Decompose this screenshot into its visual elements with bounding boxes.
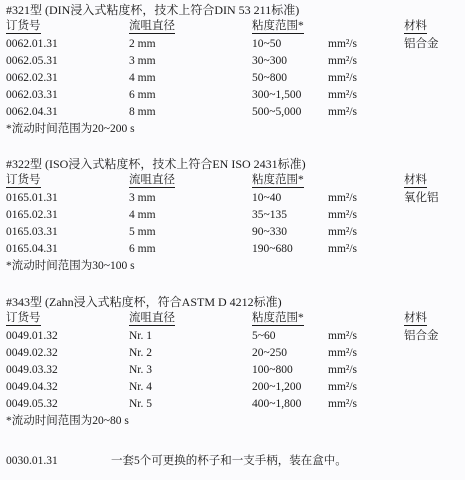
header-material: 材料 <box>404 20 427 32</box>
cell-material: 铝合金 <box>404 330 439 342</box>
cell-unit: mm²/s <box>328 89 358 101</box>
section-322 <box>6 155 461 274</box>
cell-code: 0049.04.32 <box>6 381 58 393</box>
cell-diameter: 5 mm <box>129 226 156 238</box>
cell-material: 铝合金 <box>404 38 439 50</box>
cell-unit: mm²/s <box>328 347 358 359</box>
cell-diameter: 2 mm <box>129 38 156 50</box>
cell-unit: mm²/s <box>328 226 358 238</box>
cell-material: 氧化铝 <box>404 192 439 204</box>
cell-code: 0062.05.31 <box>6 55 58 67</box>
table-row <box>6 328 461 345</box>
cell-unit: mm²/s <box>328 330 358 342</box>
header-code: 订货号 <box>6 20 41 32</box>
cell-range: 5~60 <box>252 330 276 342</box>
table-row <box>6 207 461 224</box>
table-row <box>6 70 461 87</box>
cell-unit: mm²/s <box>328 55 358 67</box>
cell-code: 0165.01.31 <box>6 192 58 204</box>
cell-unit: mm²/s <box>328 209 358 221</box>
table-row <box>6 53 461 70</box>
cell-range: 190~680 <box>252 243 293 255</box>
cell-range: 35~135 <box>252 209 287 221</box>
header-range: 粘度范围* <box>252 20 304 32</box>
cell-code: 0062.01.31 <box>6 38 58 50</box>
cell-code: 0165.02.31 <box>6 209 58 221</box>
cell-diameter: Nr. 1 <box>129 330 152 342</box>
flow-time-note: *流动时间范围为20~80 s <box>6 415 129 427</box>
table-row <box>6 362 461 379</box>
table-row <box>6 345 461 362</box>
section-title: #343型 (Zahn浸入式粘度杯，符合ASTM D 4212标准) <box>6 295 282 309</box>
header-diameter: 流咀直径 <box>129 174 175 186</box>
cell-diameter: Nr. 4 <box>129 381 152 393</box>
header-range: 粘度范围* <box>252 312 304 324</box>
cell-unit: mm²/s <box>328 381 358 393</box>
cell-unit: mm²/s <box>328 243 358 255</box>
cell-diameter: 3 mm <box>129 55 156 67</box>
table-row <box>6 87 461 104</box>
cell-range: 90~330 <box>252 226 287 238</box>
flow-time-note: *流动时间范围为30~100 s <box>6 260 135 272</box>
cell-unit: mm²/s <box>328 72 358 84</box>
kit-description: 一套5个可更换的杯子和一支手柄，装在盒中。 <box>111 455 347 467</box>
section-343 <box>6 293 461 429</box>
cell-diameter: 8 mm <box>129 106 156 118</box>
table-row <box>6 104 461 121</box>
header-diameter: 流咀直径 <box>129 20 175 32</box>
header-material: 材料 <box>404 174 427 186</box>
header-code: 订货号 <box>6 312 41 324</box>
cell-range: 400~1,800 <box>252 398 302 410</box>
header-material: 材料 <box>404 312 427 324</box>
section-321 <box>6 1 461 137</box>
table-row <box>6 379 461 396</box>
cell-diameter: 4 mm <box>129 209 156 221</box>
cell-diameter: Nr. 3 <box>129 364 152 376</box>
cell-diameter: Nr. 2 <box>129 347 152 359</box>
cell-code: 0165.04.31 <box>6 243 58 255</box>
cell-range: 200~1,200 <box>252 381 302 393</box>
header-code: 订货号 <box>6 174 41 186</box>
table-row <box>6 241 461 258</box>
table-row <box>6 396 461 413</box>
table-row <box>6 190 461 207</box>
table-row <box>6 224 461 241</box>
cell-range: 300~1,500 <box>252 89 302 101</box>
cell-code: 0062.03.31 <box>6 89 58 101</box>
cell-diameter: 3 mm <box>129 192 156 204</box>
section-title: #322型 (ISO浸入式粘度杯，技术上符合EN ISO 2431标准) <box>6 157 306 171</box>
section-title: #321型 (DIN浸入式粘度杯，技术上符合DIN 53 211标准) <box>6 3 300 17</box>
cell-range: 100~800 <box>252 364 293 376</box>
cell-unit: mm²/s <box>328 398 358 410</box>
cell-range: 10~40 <box>252 192 282 204</box>
cell-diameter: 6 mm <box>129 243 156 255</box>
cell-code: 0049.03.32 <box>6 364 58 376</box>
cell-diameter: 6 mm <box>129 89 156 101</box>
table-header <box>6 173 461 190</box>
cell-range: 30~300 <box>252 55 287 67</box>
table-header <box>6 311 461 328</box>
cell-unit: mm²/s <box>328 192 358 204</box>
cell-code: 0049.05.32 <box>6 398 58 410</box>
flow-time-note: *流动时间范围为20~200 s <box>6 123 135 135</box>
cell-range: 20~250 <box>252 347 287 359</box>
cell-unit: mm²/s <box>328 106 358 118</box>
cell-range: 10~50 <box>252 38 282 50</box>
cell-range: 500~5,000 <box>252 106 302 118</box>
table-row <box>6 36 461 53</box>
cell-unit: mm²/s <box>328 364 358 376</box>
header-range: 粘度范围* <box>252 174 304 186</box>
cell-diameter: 4 mm <box>129 72 156 84</box>
cell-code: 0049.02.32 <box>6 347 58 359</box>
cell-code: 0062.04.31 <box>6 106 58 118</box>
cell-range: 50~800 <box>252 72 287 84</box>
cell-code: 0049.01.32 <box>6 330 58 342</box>
cell-diameter: Nr. 5 <box>129 398 152 410</box>
cell-code: 0062.02.31 <box>6 72 58 84</box>
header-diameter: 流咀直径 <box>129 312 175 324</box>
kit-line <box>6 452 461 470</box>
kit-code: 0030.01.31 <box>6 455 58 467</box>
table-header <box>6 19 461 36</box>
cell-unit: mm²/s <box>328 38 358 50</box>
cell-code: 0165.03.31 <box>6 226 58 238</box>
